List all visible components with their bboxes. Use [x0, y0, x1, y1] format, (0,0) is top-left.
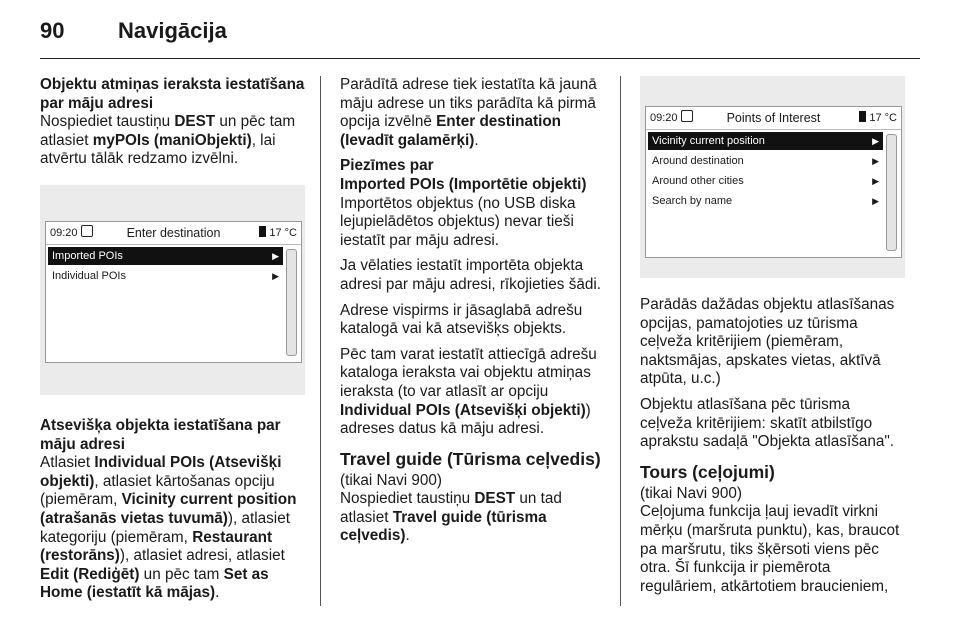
text-bold: Edit (Rediģēt) — [40, 565, 140, 583]
note-heading — [340, 157, 605, 194]
text: , atlasiet kārtošanas opciju (piemēram, — [40, 472, 275, 509]
text-bold: Restaurant (restorāns) — [40, 528, 273, 565]
screen-title: Enter destination — [126, 225, 221, 240]
column-1 — [40, 76, 305, 610]
section-title-tours: Tours (ceļojumi) — [640, 461, 775, 482]
text: ), atlasiet kategoriju (piemēram, — [40, 509, 290, 546]
display-screen — [645, 106, 902, 258]
column-divider-1 — [320, 76, 321, 606]
text: . — [474, 131, 479, 149]
menu-item-label: Search by name — [652, 195, 733, 207]
column-3 — [640, 76, 905, 603]
temperature-text: 17 °C — [869, 112, 897, 124]
menu-item-label: Vicinity current position — [652, 135, 765, 147]
text: ) adreses datus kā māju adresi. — [340, 401, 591, 438]
chevron-right-icon: ▶ — [872, 136, 879, 146]
menu-item-label: Around destination — [652, 155, 744, 167]
column-2 — [340, 76, 605, 553]
chevron-right-icon: ▶ — [272, 250, 279, 261]
text-bold: Set as Home (iestatīt kā mājas) — [40, 565, 269, 602]
temperature-display — [859, 107, 897, 129]
screen-title: Points of Interest — [726, 111, 821, 125]
text: Parādītā adrese tiek iestatīta kā jaunā māju adrese un tiks parādīta kā pirmā opcija izvēlnē — [340, 76, 597, 131]
menu-item-label: Individual POIs — [52, 269, 126, 282]
text: Atlasiet — [40, 454, 95, 472]
scrollbar[interactable] — [886, 134, 897, 251]
time-text: 09:20 — [650, 112, 678, 124]
temperature-display — [259, 222, 297, 244]
paragraph — [340, 76, 605, 150]
text-bold: Vicinity current position (atrašanās vietas tuvumā) — [40, 491, 297, 527]
text: Nospiediet taustiņu — [340, 490, 475, 508]
column-divider-2 — [620, 76, 621, 606]
text-bold: DEST — [174, 113, 216, 131]
text-bold: DEST — [474, 490, 516, 508]
section-subtitle: (tikai Navi 900) — [340, 471, 443, 489]
menu-item-vicinity-current-position[interactable] — [648, 132, 883, 150]
paragraph: Importētos objektus (no USB diska lejupielādētos objektus) nevar tieši iestatīt par māju adresi. — [340, 194, 576, 249]
text: un tad atlasiet — [340, 490, 562, 526]
text-bold: Travel guide (tūrisma ceļvedis) — [340, 508, 547, 545]
text-bold: Individual POIs (Atsevišķi objekti) — [340, 401, 586, 419]
text-bold: Individual POIs (Atsevišķi objekti) — [40, 454, 282, 490]
page-title: Navigācija — [118, 18, 227, 43]
text: . — [215, 584, 220, 602]
chevron-right-icon: ▶ — [872, 156, 879, 166]
note-heading-line: Piezīmes par — [340, 157, 434, 175]
paragraph: Objektu atlasīšana pēc tūrisma ceļveža kritērijiem: skatīt atbilstīgo aprakstu sadaļā "Objekta atlasīšana". — [640, 395, 895, 451]
menu-item-around-destination[interactable] — [648, 152, 883, 170]
paragraph — [340, 346, 605, 439]
paragraph: Parādās dažādas objektu atlasīšanas opcijas, pamatojoties uz tūrisma ceļveža kritērijiem (piemēram, naktsmājas, apskates vietas, aktīvā atpūta, u.c.) — [640, 296, 895, 388]
text: Pēc tam varat iestatīt attiecīgā adrešu kataloga ieraksta vai objektu atmiņas ieraksta (to var atlasīt ar opciju — [340, 345, 597, 400]
paragraph — [40, 76, 305, 169]
screenshot-enter-destination — [40, 185, 305, 395]
menu-item-individual-pois[interactable] — [48, 267, 283, 285]
menu-item-label: Around other cities — [652, 175, 744, 187]
header-rule — [40, 58, 920, 59]
chevron-right-icon: ▶ — [872, 176, 879, 186]
text: ), atlasiet adresi, atlasiet — [119, 547, 285, 565]
screenshot-points-of-interest — [640, 76, 905, 278]
note-heading-line: Imported POIs (Importētie objekti) — [340, 175, 587, 193]
paragraph: Adrese vispirms ir jāsaglabā adrešu katalogā vai kā atsevišķs objekts. — [340, 301, 583, 338]
menu-item-around-other-cities[interactable] — [648, 172, 883, 190]
paragraph — [40, 417, 305, 603]
phone-icon — [859, 111, 866, 122]
page-number: 90 — [40, 18, 65, 43]
text: un pēc tam — [139, 565, 224, 583]
text-bold: myPOIs (maniObjekti) — [92, 131, 252, 149]
time-text: 09:20 — [50, 226, 78, 239]
subheading: Atsevišķa objekta iestatīšana par māju adresi — [40, 416, 281, 453]
text: , lai atvērtu tālāk redzamo izvēlni. — [40, 131, 276, 168]
menu-item-label: Imported POIs — [52, 249, 123, 262]
display-screen — [45, 221, 302, 363]
menu-item-search-by-name[interactable] — [648, 192, 883, 210]
text: Nospiediet taustiņu — [40, 113, 175, 131]
paragraph: Ja vēlaties iestatīt importēta objekta adresi par māju adresi, rīkojieties šādi. — [340, 257, 602, 293]
temperature-text: 17 °C — [269, 226, 297, 239]
page-header — [40, 18, 227, 44]
text-bold: Enter destination (Ievadīt galamērķi) — [340, 113, 562, 149]
status-bar — [646, 107, 901, 130]
scrollbar[interactable] — [286, 249, 297, 356]
chevron-right-icon: ▶ — [872, 196, 879, 206]
paragraph — [340, 490, 605, 546]
menu-item-imported-pois[interactable] — [48, 247, 283, 265]
subheading: Objektu atmiņas ieraksta iestatīšana par māju adresi — [40, 76, 305, 112]
paragraph: Ceļojuma funkcija ļauj ievadīt virkni mērķu (maršruta punktu), kas, braucot pa maršrutu, tiks šķērsoti viens pēc otra. Šī funkcija ir piemērota regulāriem, atkārtotiem braucieniem, — [640, 503, 900, 595]
chevron-right-icon: ▶ — [272, 270, 279, 281]
text: . — [405, 527, 410, 545]
phone-icon — [259, 226, 266, 237]
section-subtitle: (tikai Navi 900) — [640, 484, 743, 502]
status-bar — [46, 222, 301, 245]
section-title-travel-guide: Travel guide (Tūrisma ceļvedis) — [340, 448, 601, 469]
text: un pēc tam atlasiet — [40, 113, 296, 149]
